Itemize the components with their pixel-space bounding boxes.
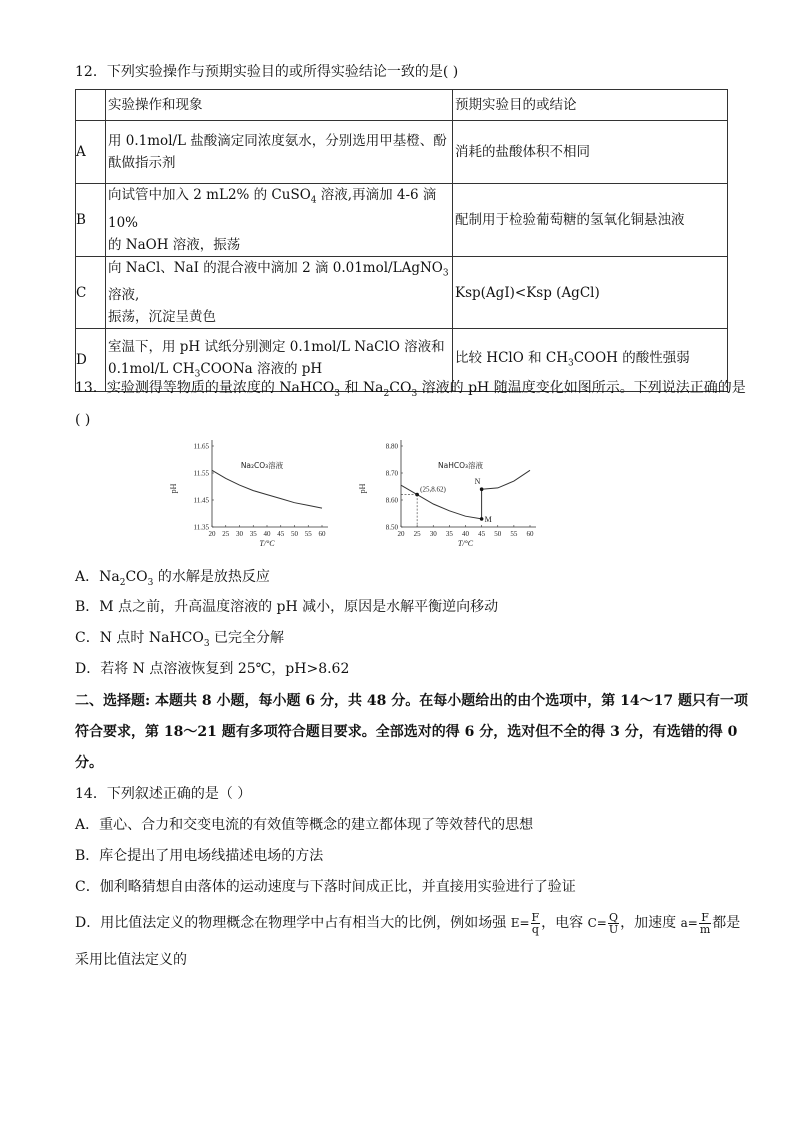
chart-na2co3 — [169, 440, 328, 548]
text-part: 都是 — [712, 915, 741, 931]
y-tick-label: 8.70 — [385, 469, 398, 478]
subscript: 3 — [194, 369, 201, 380]
x-tick-label: 25 — [222, 530, 230, 538]
x-tick-label: 60 — [526, 530, 534, 538]
x-tick-label: 45 — [478, 530, 486, 538]
q14-option-a: A．重心、合力和交变电流的有效值等概念的建立都体现了等效替代的思想 — [75, 817, 534, 833]
formula-lhs: E= — [510, 916, 530, 930]
annotation-label: M — [484, 514, 492, 524]
row-op-line1 — [108, 257, 452, 307]
numerator: F — [699, 912, 711, 924]
chart-nahco3 — [358, 440, 536, 548]
row-goal: Ksp(AgI)<Ksp (AgCl) — [453, 256, 728, 329]
x-tick-label: 30 — [429, 530, 437, 538]
q13-option-a — [75, 567, 270, 593]
subscript: 3 — [567, 358, 574, 369]
series-line — [212, 470, 322, 508]
text-part: 向 NaCl、NaI 的混合液中滴加 2 滴 0.01mol/LAgNO — [108, 259, 443, 276]
y-tick-label: 11.65 — [193, 442, 209, 451]
subscript: 3 — [334, 388, 340, 399]
denominator: m — [699, 922, 711, 936]
row-op — [106, 256, 453, 329]
header-label-cell — [76, 90, 106, 121]
row-label: B — [76, 184, 106, 257]
subscript: 3 — [411, 388, 418, 399]
table-row — [76, 256, 728, 329]
fraction — [608, 912, 619, 935]
annotation-label: (25,8.62) — [420, 485, 446, 494]
formula-lhs: C= — [587, 916, 607, 930]
numerator: F — [531, 910, 540, 924]
q14-option-d-line2: 采用比值法定义的 — [75, 952, 187, 968]
subscript: 3 — [203, 638, 210, 649]
chart-title: Na₂CO₃溶液 — [240, 461, 284, 470]
text-part: CO — [125, 569, 148, 585]
row-op-line1: 用 0.1mol/L 盐酸滴定同浓度氨水，分别选用甲基橙、酚 — [108, 133, 447, 149]
x-tick-label: 35 — [445, 530, 453, 538]
fraction — [531, 912, 541, 935]
y-tick-label: 11.55 — [193, 469, 209, 478]
y-axis-label: pH — [169, 483, 178, 494]
text-part: ，电容 — [541, 915, 588, 931]
y-tick-label: 8.50 — [385, 523, 398, 532]
q14-option-b: B．库仑提出了用电场线描述电场的方法 — [75, 848, 324, 864]
y-tick-label: 8.60 — [385, 496, 398, 505]
text-part: COOH 的酸性强弱 — [573, 349, 690, 366]
row-op-line2: 的 NaOH 溶液，振荡 — [108, 236, 241, 253]
text-part: 溶液, — [108, 287, 140, 304]
row-goal: 配制用于检验葡萄糖的氢氧化铜悬浊液 — [453, 184, 728, 257]
x-tick-label: 20 — [397, 530, 405, 538]
text-part: 比较 HClO 和 CH — [455, 349, 568, 366]
subscript: 2 — [119, 577, 126, 588]
row-label: C — [76, 256, 106, 329]
text-part: 已完全分解 — [209, 630, 285, 646]
section2-line2: 符合要求，第 18～21 题有多项符合题目要求。全部选对的得 6 分，选对但不全的得 3 分，有选错的得 0 — [75, 724, 738, 740]
section2-line3: 分。 — [75, 755, 103, 771]
x-tick-label: 45 — [277, 530, 285, 538]
text-part: D．用比值法定义的物理概念在物理学中占有相当大的比例，例如场强 — [75, 915, 511, 931]
q13-option-c — [75, 628, 284, 654]
row-label: A — [76, 121, 106, 184]
text-part: CO — [389, 380, 412, 396]
x-tick-label: 40 — [263, 530, 271, 538]
subscript: 3 — [442, 268, 449, 279]
annotation-label: N — [474, 477, 481, 487]
text-part: COONa 溶液的 pH — [200, 360, 323, 377]
data-point — [480, 487, 484, 491]
table-row — [76, 121, 728, 184]
row-op-line2: 振荡，沉淀呈黄色 — [108, 309, 216, 326]
fraction — [699, 912, 711, 935]
table-header-row — [76, 90, 728, 121]
row-label: D — [76, 329, 106, 392]
row-op — [106, 184, 453, 257]
x-tick-label: 20 — [208, 530, 216, 538]
y-tick-label: 11.45 — [193, 496, 209, 505]
table-row — [76, 184, 728, 257]
q13-stem-line2: ( ) — [75, 412, 91, 428]
x-tick-label: 35 — [249, 530, 257, 538]
x-tick-label: 55 — [510, 530, 518, 538]
row-op-line2: 酞做指示剂 — [108, 155, 176, 171]
formula-lhs: a= — [680, 916, 698, 930]
header-op: 实验操作和现象 — [106, 90, 453, 121]
x-axis-label: T/°C — [259, 539, 275, 548]
series-line — [482, 470, 530, 489]
q12-table — [75, 89, 728, 392]
x-tick-label: 30 — [236, 530, 243, 538]
row-op-line1: 室温下，用 pH 试纸分别测定 0.1mol/L NaClO 溶液和 — [108, 338, 445, 355]
x-axis-label: T/°C — [457, 539, 474, 548]
data-point — [480, 517, 484, 521]
q13-option-b: B．M 点之前，升高温度溶液的 pH 减小，原因是水解平衡逆向移动 — [75, 599, 499, 615]
q13-stem — [75, 378, 746, 404]
x-tick-label: 55 — [304, 530, 312, 538]
section2-line1: 二、选择题: 本题共 8 小题，每小题 6 分，共 48 分。在每小题给出的由个选项中，第 14～17 题只有一项 — [75, 693, 748, 709]
denominator: q — [531, 922, 539, 936]
text-part: 0.1mol/L CH — [108, 360, 195, 377]
x-tick-label: 60 — [318, 530, 326, 538]
q12-stem: 12．下列实验操作与预期实验目的或所得实验结论一致的是( ) — [75, 64, 459, 80]
y-tick-label: 11.35 — [193, 523, 209, 532]
q14-option-c: C．伽利略猜想自由落体的运动速度与下落时间成正比，并直接用实验进行了验证 — [75, 879, 576, 895]
x-tick-label: 50 — [291, 530, 298, 538]
row-op-line1 — [108, 184, 452, 234]
subscript: 3 — [147, 577, 154, 588]
text-part: 的水解是放热反应 — [153, 569, 270, 585]
y-tick-label: 8.80 — [385, 442, 398, 451]
x-tick-label: 50 — [494, 530, 502, 538]
text-part: A．Na — [75, 569, 120, 585]
y-axis-label: pH — [358, 483, 367, 494]
row-op — [106, 121, 453, 184]
text-part: 溶液,再滴加 4-6 滴 10% — [108, 187, 437, 231]
text-part: 溶液的 pH 随温度变化如图所示。下列说法正确的是 — [417, 380, 746, 396]
chart-title: NaHCO₃溶液 — [438, 461, 483, 470]
text-part: C．N 点时 NaHCO — [75, 630, 204, 646]
text-part: 13．实验测得等物质的量浓度的 NaHCO — [75, 380, 335, 396]
numerator: Q — [608, 910, 619, 924]
text-part: 和 Na — [340, 380, 384, 396]
subscript: 4 — [310, 195, 317, 206]
q13-charts — [160, 432, 540, 557]
q13-option-d: D．若将 N 点溶液恢复到 25℃，pH>8.62 — [75, 661, 350, 677]
q14-stem: 14．下列叙述正确的是（ ） — [75, 786, 252, 802]
text-part: ，加速度 — [620, 915, 681, 931]
text-part: 向试管中加入 2 mL2% 的 CuSO — [108, 187, 311, 203]
denominator: U — [608, 922, 619, 936]
subscript: 2 — [383, 388, 390, 399]
x-tick-label: 25 — [413, 530, 421, 538]
q14-option-d — [75, 910, 740, 936]
row-goal: 消耗的盐酸体积不相同 — [453, 121, 728, 184]
x-tick-label: 40 — [462, 530, 469, 538]
header-goal: 预期实验目的或结论 — [453, 90, 728, 121]
